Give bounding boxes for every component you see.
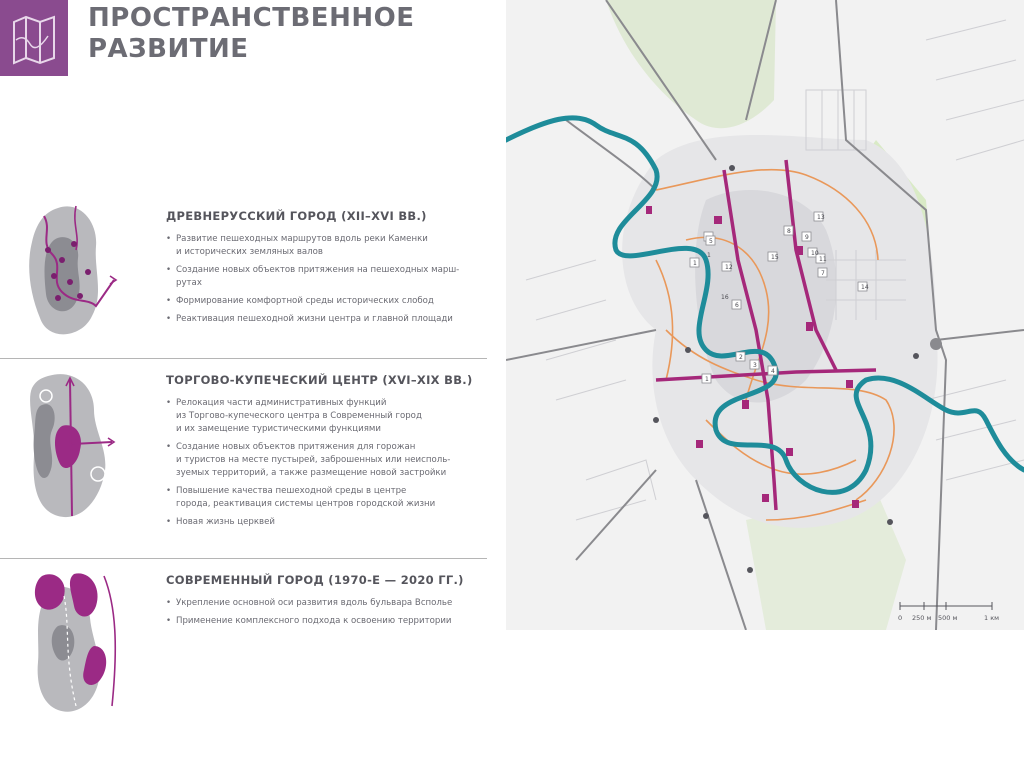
bullet-item: • Формирование комфортной среды исторических слобод — [166, 295, 488, 308]
map-marker-number: 6 — [735, 302, 739, 309]
map-marker-number: 5 — [709, 238, 713, 245]
map-marker-number: 14 — [861, 284, 869, 291]
ancient-city-scheme — [18, 200, 138, 345]
section-modern-city — [166, 573, 488, 633]
bullet-item: • Применение комплексного подхода к освоению территории — [166, 615, 488, 628]
scale-label: 500 м — [938, 614, 958, 622]
page-title-line1: ПРОСТРАНСТВЕННОЕ — [88, 3, 415, 33]
bullet-item: • Создание новых объектов притяжения на пешеходных марш- рутах — [166, 264, 488, 290]
map-marker-number: 1 — [693, 260, 697, 267]
page-title — [88, 3, 414, 65]
map-marker-number: 13 — [817, 214, 825, 221]
bullet-item: • Новая жизнь церквей — [166, 516, 488, 529]
page-title-line2: РАЗВИТИЕ — [88, 34, 249, 64]
scale-label: 250 м — [912, 614, 932, 622]
merchant-center-scheme — [18, 366, 138, 528]
map-marker-number: 15 — [771, 254, 779, 261]
logo-badge — [0, 0, 68, 76]
map-marker-number: 12 — [725, 264, 733, 271]
city-map — [506, 0, 1024, 630]
section-heading: ТОРГОВО-КУПЕЧЕСКИЙ ЦЕНТР (XVI–XIX ВВ.) — [166, 373, 473, 387]
section-heading: ДРЕВНЕРУССКИЙ ГОРОД (XII–XVI ВВ.) — [166, 209, 427, 223]
section-divider — [0, 558, 487, 559]
bullet-item: • Повышение качества пешеходной среды в центре города, реактивация системы центров городской жизни — [166, 485, 488, 511]
map-marker-number: 3 — [753, 362, 757, 369]
scale-label: 0 — [898, 614, 903, 622]
bullet-item: • Развитие пешеходных маршрутов вдоль реки Каменки и исторических земляных валов — [166, 233, 488, 259]
scale-label: 1 км — [984, 614, 1000, 622]
section-merchant-center — [166, 373, 488, 534]
map-marker-number: 7 — [821, 270, 825, 277]
map-marker-number: 10 — [811, 250, 819, 257]
folded-map-icon — [0, 0, 68, 76]
bullet-item: • Реактивация пешеходной жизни центра и главной площади — [166, 313, 488, 326]
map-marker-number: 1 — [705, 376, 709, 383]
section-ancient-city — [166, 209, 488, 331]
roundabout — [930, 338, 942, 350]
bullet-item: • Создание новых объектов притяжения для горожан и туристов на месте пустырей, заброшенных или неисполь- зуемых территорий, а также размещение новой застройки — [166, 441, 488, 480]
map-marker-number: 8 — [787, 228, 791, 235]
modern-city-scheme — [18, 566, 138, 721]
map-marker-number: 4 — [771, 368, 775, 375]
map-marker-number: 1 — [707, 252, 711, 259]
map-marker-number: 16 — [721, 294, 729, 301]
bullet-item: • Релокация части административных функций из Торгово-купеческого центра в Современный город и их замещение туристическими функциями — [166, 397, 488, 436]
section-heading: СОВРЕМЕННЫЙ ГОРОД (1970-Е — 2020 ГГ.) — [166, 573, 464, 587]
map-marker-number: 11 — [819, 256, 827, 263]
section-divider — [0, 358, 487, 359]
map-marker-number: 2 — [739, 354, 743, 361]
map-marker-number: 9 — [805, 234, 809, 241]
bullet-item: • Укрепление основной оси развития вдоль бульвара Всполье — [166, 597, 488, 610]
